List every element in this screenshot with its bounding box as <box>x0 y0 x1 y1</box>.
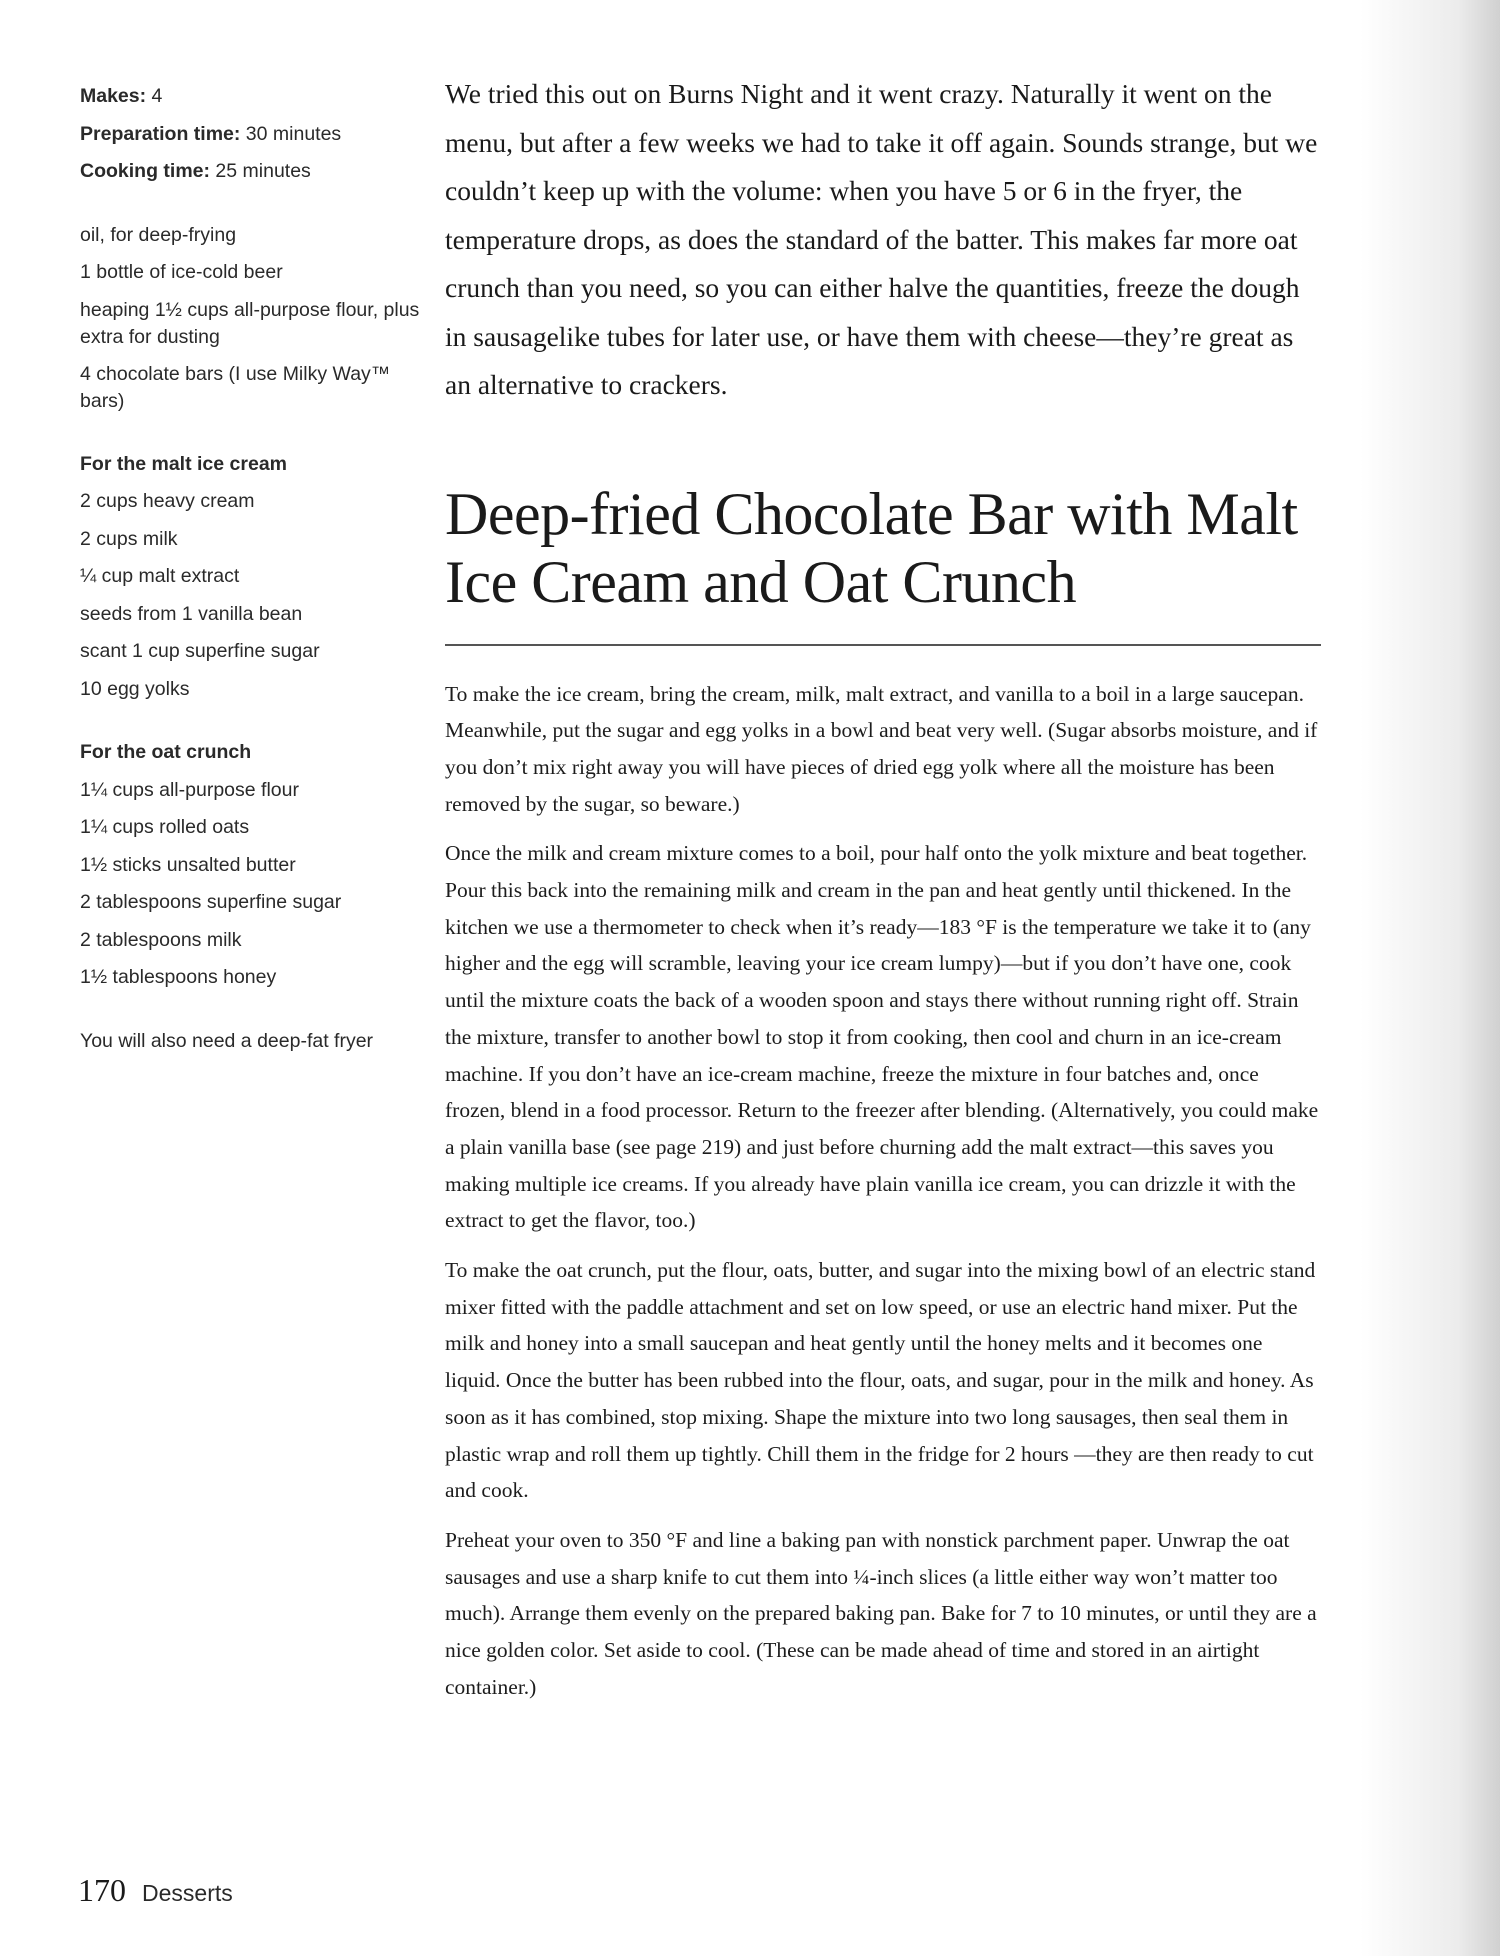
ingredient-item: 2 cups heavy cream <box>80 490 255 512</box>
ingredients-sidebar <box>80 78 420 1060</box>
ingredient-item: 2 tablespoons superfine sugar <box>80 891 342 913</box>
prep-time-label: Preparation time: <box>80 122 241 145</box>
equipment-note: You will also need a deep-fat fryer <box>80 1029 374 1052</box>
ingredient-item: 2 tablespoons milk <box>80 928 242 951</box>
makes-line <box>80 78 420 116</box>
cook-time-label: Cooking time: <box>80 160 210 182</box>
ingredient-item: 2 cups milk <box>80 527 178 550</box>
intro-paragraph: We tried this out on Burns Night and it went crazy. Naturally it went on the menu, but after a few weeks we had to take it off again. Sounds strange, but we couldn’t keep up with the volume: when you have 5 or 6 in the fryer, the temperature drops, as does the standard of the batter. This makes far more oat crunch than you need, so you can either halve the quantities, freeze the dough in sausagelike tubes for later use, or have them with cheese—they’re great as an alternative to crackers. <box>445 78 1318 400</box>
method-paragraph: To make the oat crunch, put the flour, oats, butter, and sugar into the mixing bowl of an electric stand mixer fitted with the paddle attachment and set on low speed, or use an electric hand mixer. Put the milk and honey into a small saucepan and heat gently until the honey melts and it becomes one liquid. Once the butter has been rubbed into the flour, oats, and sugar, pour in the milk and honey. As soon as it has combined, stop mixing. Shape the mixture into two long sausages, then seal them in plastic wrap and roll them up tightly. Chill them in the fridge for 2 hours —they are then ready to cut and cook. <box>445 1258 1316 1503</box>
title-divider <box>445 644 1321 646</box>
ingredient-item: heaping 1½ cups all-purpose flour, plus extra for dusting <box>80 298 420 348</box>
method-paragraph: To make the ice cream, bring the cream, milk, malt extract, and vanilla to a boil in a large saucepan. Meanwhile, put the sugar and egg yolks in a bowl and beat very well. (Sugar absorbs moisture, and if you don’t mix right away you will have pieces of dried egg yolk where all the moisture has been removed by the sugar, so beware.) <box>445 681 1318 816</box>
oat-crunch-ingredients <box>80 734 420 997</box>
page-footer <box>78 1872 233 1909</box>
section-name: Desserts <box>142 1880 233 1906</box>
cook-time-line <box>80 153 420 191</box>
ingredient-item: 1¼ cups all-purpose flour <box>80 778 299 801</box>
ingredient-item: 1½ tablespoons honey <box>80 966 277 988</box>
ingredient-item: 4 chocolate bars (I use Milky Way™ bars) <box>80 362 391 412</box>
ingredient-item: oil, for deep-frying <box>80 223 237 246</box>
ingredient-item: seeds from 1 vanilla bean <box>80 602 303 625</box>
recipe-title: Deep-fried Chocolate Bar with Malt Ice Cream and Oat Crunch <box>445 480 1298 615</box>
recipe-main-column <box>445 70 1320 1718</box>
main-ingredients <box>80 217 420 420</box>
method-section <box>445 676 1320 1706</box>
malt-ice-cream-heading: For the malt ice cream <box>80 452 287 475</box>
ingredient-item: ¼ cup malt extract <box>80 565 240 587</box>
page-gutter-shadow <box>1360 0 1500 1956</box>
malt-ice-cream-ingredients <box>80 446 420 709</box>
ingredient-item: 1¼ cups rolled oats <box>80 816 250 838</box>
ingredient-item: scant 1 cup superfine sugar <box>80 640 320 662</box>
ingredient-item: 1 bottle of ice-cold beer <box>80 261 283 283</box>
makes-label: Makes: <box>80 85 147 107</box>
ingredient-item: 10 egg yolks <box>80 677 190 700</box>
page-number: 170 <box>78 1872 126 1908</box>
prep-time-line <box>80 116 420 154</box>
method-paragraph: Preheat your oven to 350 °F and line a baking pan with nonstick parchment paper. Unwrap the oat sausages and use a sharp knife to cut them into ¼-inch slices (a little either way won’t matter too much). Arrange them evenly on the prepared baking pan. Bake for 7 to 10 minutes, or until they are a nice golden color. Set aside to cool. (These can be made ahead of time and stored in an airtight container.) <box>445 1527 1317 1699</box>
oat-crunch-heading: For the oat crunch <box>80 741 252 763</box>
makes-value: 4 <box>151 85 163 107</box>
method-paragraph: Once the milk and cream mixture comes to a boil, pour half onto the yolk mixture and beat together. Pour this back into the remaining milk and cream in the pan and heat gently until thickened. In the kitchen we use a thermometer to check when it’s ready—183 °F is the temperature we take it to (any higher and the egg will scramble, leaving your ice cream lumpy)—but if you don’t have one, cook until the mixture coats the back of a wooden spoon and stays there without running right off. Strain the mixture, transfer to another bowl to stop it from cooking, then cool and churn in an ice-cream machine. If you don’t have an ice-cream machine, freeze the mixture in four batches and, once frozen, blend in a food processor. Return to the freezer after blending. (Alternatively, you could make a plain vanilla base (see page 219) and just before churning add the malt extract—this saves you making multiple ice creams. If you already have plain vanilla ice cream, you can drizzle it with the extract to get the flavor, too.) <box>445 841 1319 1233</box>
prep-time-value: 30 minutes <box>245 122 342 145</box>
ingredient-item: 1½ sticks unsalted butter <box>80 853 296 876</box>
cook-time-value: 25 minutes <box>215 160 311 182</box>
